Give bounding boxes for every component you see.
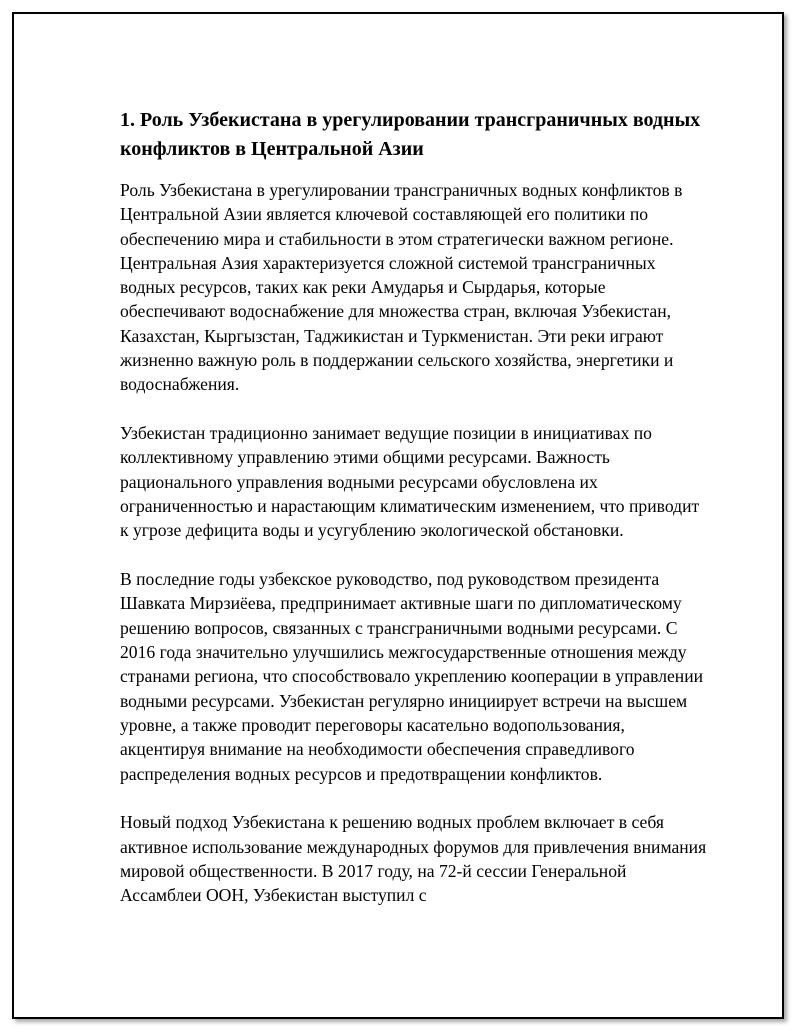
paragraph-1: Роль Узбекистана в урегулировании трансграничных водных конфликтов в Центральной Азии является ключевой составляющей его политики по обеспечению мира и стабильности в этом стратегически важном регионе. Центральная Азия характеризуется сложной системой трансграничных водных ресурсов, таких как реки Амударья и Сырдарья, которые обеспечивают водоснабжение для множества стран, включая Узбекистан, Казахстан, Кыргызстан, Таджикистан и Туркменистан. Эти реки играют жизненно важную роль в поддержании сельского хозяйства, энергетики и водоснабжения. xyxy=(120,180,683,395)
document-body xyxy=(120,106,710,932)
paragraph-2: Узбекистан традиционно занимает ведущие позиции в инициативах по коллективному управлению этими общими ресурсами. Важность рационального управления водными ресурсами обусловлена их ограниченностью и нарастающим климатическим изменением, что приводит к угрозе дефицита воды и усугублению экологической обстановки. xyxy=(120,423,700,541)
document-page xyxy=(12,12,784,1019)
paragraph-4: Новый подход Узбекистана к решению водных проблем включает в себя активное использование международных форумов для привлечения внимания мировой общественности. В 2017 году, на 72-й сессии Генеральной Ассамблеи ООН, Узбекистан выступил с xyxy=(120,812,707,906)
paragraph-3: В последние годы узбекское руководство, под руководством президента Шавката Мирзиёева, предпринимает активные шаги по дипломатическому решению вопросов, связанных с трансграничными водными ресурсами. С 2016 года значительно улучшились межгосударственные отношения между странами региона, что способствовало укреплению кооперации в управлении водными ресурсами. Узбекистан регулярно инициирует встречи на высшем уровне, а также проводит переговоры касательно водопользования, акцентируя внимание на необходимости обеспечения справедливого распределения водных ресурсов и предотвращении конфликтов. xyxy=(120,569,704,784)
document-title: 1. Роль Узбекистана в урегулировании трансграничных водных конфликтов в Центральной Азии xyxy=(120,109,701,160)
